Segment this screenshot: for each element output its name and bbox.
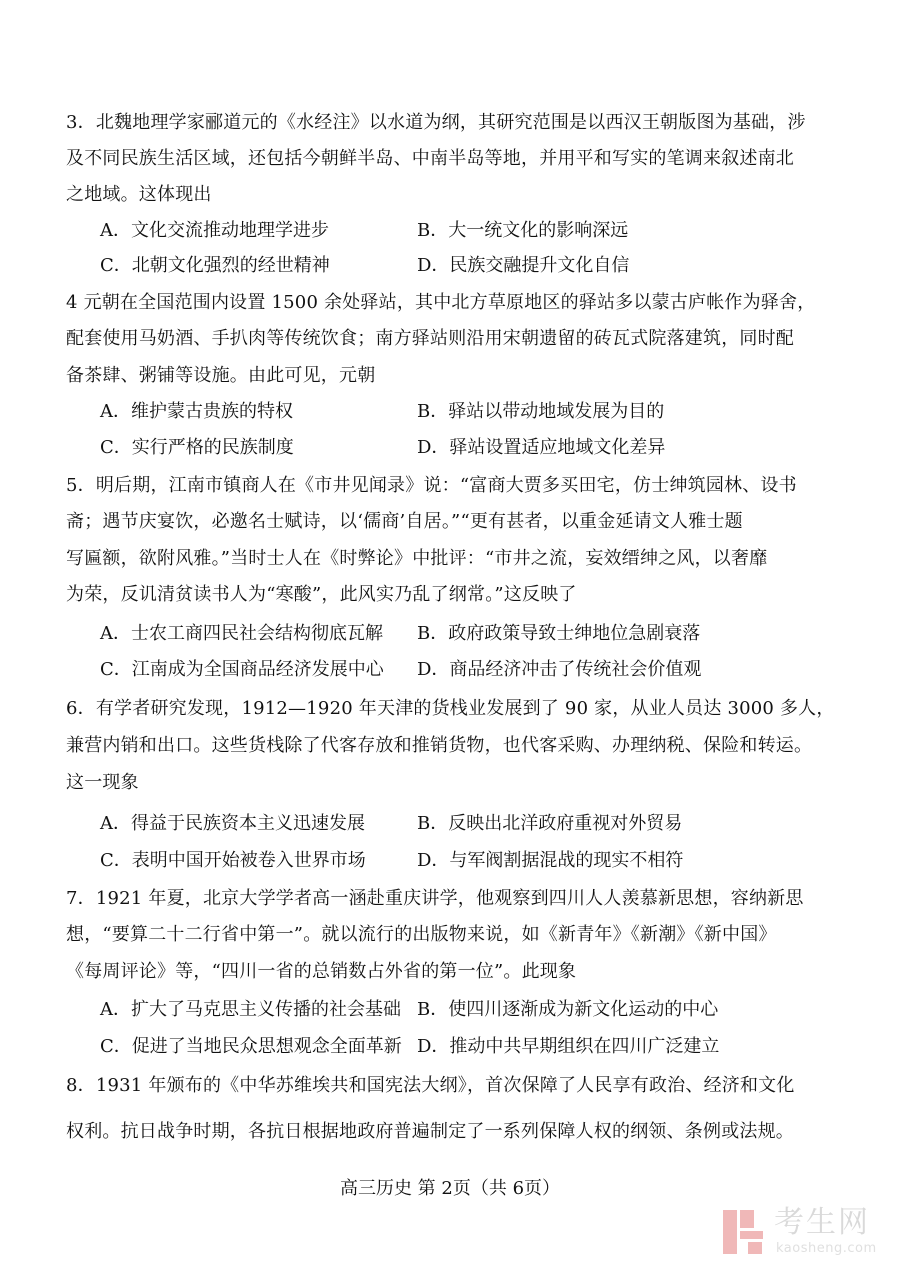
question-4-option-c: C．实行严格的民族制度 bbox=[100, 437, 294, 458]
question-5-option-d: D．商品经济冲击了传统社会价值观 bbox=[417, 659, 702, 680]
question-5-option-c: C．江南成为全国商品经济发展中心 bbox=[100, 659, 384, 680]
question-7-line-1: 7．1921 年夏，北京大学学者高一涵赴重庆讲学，他观察到四川人人羡慕新思想，容纳新思 bbox=[66, 888, 804, 909]
question-8-line-1: 8．1931 年颁布的《中华苏维埃共和国宪法大纲》，首次保障了人民享有政治、经济和文化 bbox=[66, 1075, 795, 1096]
question-4-line-2: 配套使用马奶酒、手扒肉等传统饮食；南方驿站则沿用宋朝遗留的砖瓦式院落建筑，同时配 bbox=[66, 328, 794, 349]
watermark bbox=[720, 1205, 890, 1265]
question-6-option-b: B．反映出北洋政府重视对外贸易 bbox=[417, 813, 683, 834]
question-6-option-d: D．与军阀割据混战的现实不相符 bbox=[417, 850, 684, 871]
question-3-option-d: D．民族交融提升文化自信 bbox=[417, 255, 630, 276]
question-7-line-3: 《每周评论》等，“四川一省的总销数占外省的第一位”。此现象 bbox=[66, 961, 577, 982]
question-5-option-a: A．士农工商四民社会结构彻底瓦解 bbox=[100, 623, 383, 644]
question-8-line-2: 权利。抗日战争时期，各抗日根据地政府普遍制定了一系列保障人权的纲领、条例或法规。 bbox=[66, 1121, 794, 1142]
question-4-option-d: D．驿站设置适应地域文化差异 bbox=[417, 437, 666, 458]
question-3-line-3: 之地域。这体现出 bbox=[66, 184, 212, 205]
page-footer: 高三历史 第 2页（共 6页） bbox=[339, 1178, 561, 1199]
question-6-line-2: 兼营内销和出口。这些货栈除了代客存放和推销货物，也代客采购、办理纳税、保险和转运。 bbox=[66, 735, 813, 756]
kaosheng-logo-icon bbox=[720, 1207, 766, 1257]
question-3-option-b: B．大一统文化的影响深远 bbox=[417, 220, 629, 241]
question-5-line-2: 斋；遇节庆宴饮，必邀名士赋诗，以‘儒商’自居。”“更有甚者，以重金延请文人雅士题 bbox=[66, 511, 743, 532]
question-7-option-c: C．促进了当地民众思想观念全面革新 bbox=[100, 1036, 402, 1057]
question-5-option-b: B．政府政策导致士绅地位急剧衰落 bbox=[417, 623, 701, 644]
question-6-line-3: 这一现象 bbox=[66, 772, 139, 793]
question-7-option-a: A．扩大了马克思主义传播的社会基础 bbox=[100, 999, 401, 1020]
question-5-line-3: 写匾额，欲附风雅。”当时士人在《时弊论》中批评：“市井之流，妄效缙绅之风，以奢靡 bbox=[66, 548, 768, 569]
question-7-option-d: D．推动中共早期组织在四川广泛建立 bbox=[417, 1036, 720, 1057]
question-4-line-3: 备茶肆、粥铺等设施。由此可见，元朝 bbox=[66, 365, 376, 386]
question-4-line-1: 4 元朝在全国范围内设置 1500 余处驿站，其中北方草原地区的驿站多以蒙古庐帐作为驿舍， bbox=[66, 292, 816, 313]
question-6-line-1: 6．有学者研究发现，1912—1920 年天津的货栈业发展到了 90 家，从业人员达 3000 多人， bbox=[66, 698, 835, 719]
question-6-option-c: C．表明中国开始被卷入世界市场 bbox=[100, 850, 366, 871]
question-6-option-a: A．得益于民族资本主义迅速发展 bbox=[100, 813, 365, 834]
watermark-url: kaosheng.com bbox=[776, 1241, 877, 1256]
question-5-line-1: 5．明后期，江南市镇商人在《市井见闻录》说：“富商大贾多买田宅，仿士绅筑园林、设书 bbox=[66, 475, 797, 496]
question-5-line-4: 为荣，反讥清贫读书人为“寒酸”，此风实乃乱了纲常。”这反映了 bbox=[66, 584, 577, 605]
question-3-option-a: A．文化交流推动地理学进步 bbox=[100, 220, 329, 241]
question-7-option-b: B．使四川逐渐成为新文化运动的中心 bbox=[417, 999, 719, 1020]
question-7-line-2: 想，“要算二十二行省中第一”。就以流行的出版物来说，如《新青年》《新潮》《新中国》 bbox=[66, 924, 777, 945]
watermark-text: 考生网 bbox=[774, 1205, 870, 1240]
question-4-option-b: B．驿站以带动地域发展为目的 bbox=[417, 401, 665, 422]
question-3-line-1: 3．北魏地理学家郦道元的《水经注》以水道为纲，其研究范围是以西汉王朝版图为基础，涉 bbox=[66, 112, 806, 133]
question-4-option-a: A．维护蒙古贵族的特权 bbox=[100, 401, 293, 422]
question-3-line-2: 及不同民族生活区域，还包括今朝鲜半岛、中南半岛等地，并用平和写实的笔调来叙述南北 bbox=[66, 148, 794, 169]
question-3-option-c: C．北朝文化强烈的经世精神 bbox=[100, 255, 330, 276]
